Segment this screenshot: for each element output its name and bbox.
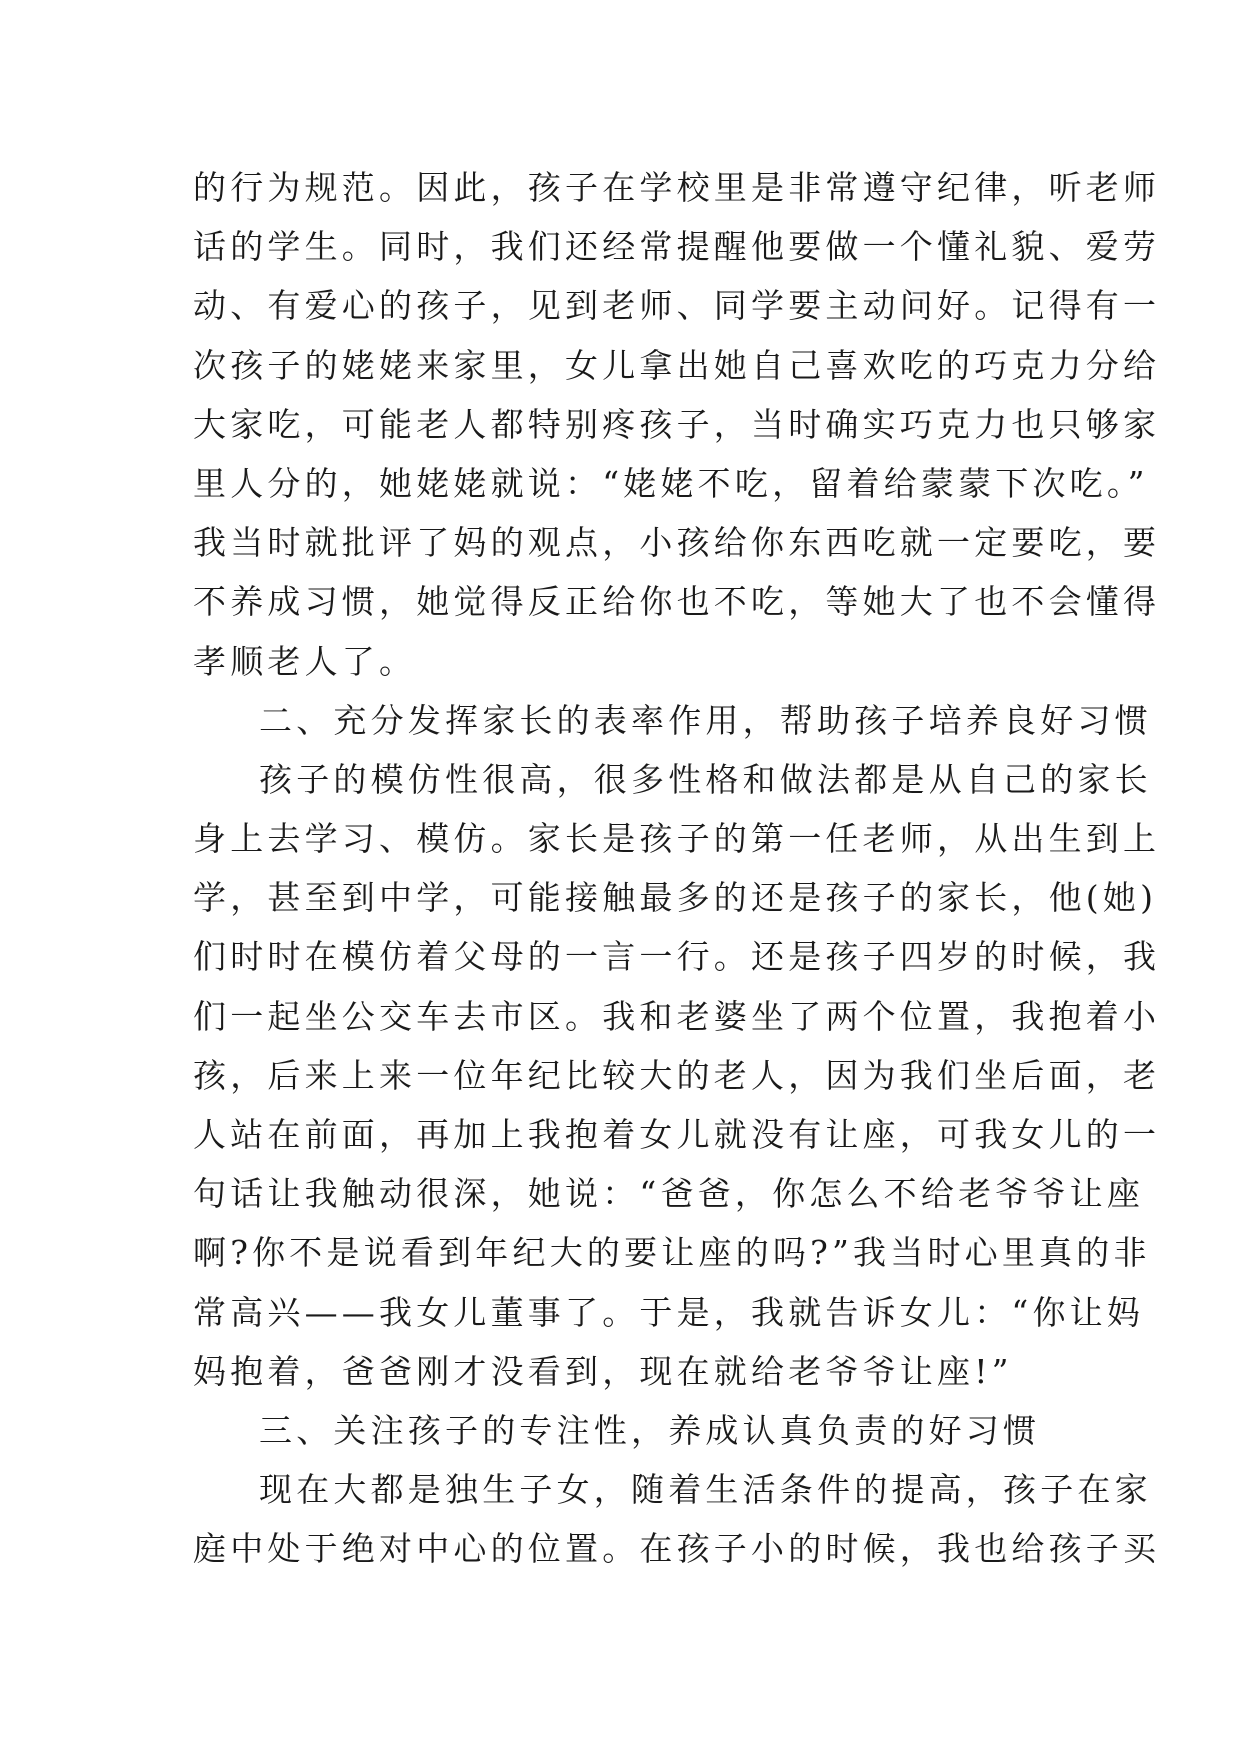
paragraph-line-indented: 三、关注孩子的专注性，养成认真负责的好习惯: [259, 1410, 1041, 1450]
paragraph-line: 孩，后来上来一位年纪比较大的老人，因为我们坐后面，老: [193, 1055, 1161, 1095]
paragraph-line: 常高兴——我女儿董事了。于是，我就告诉女儿：“你让妈: [193, 1292, 1145, 1332]
body-text: [193, 158, 1161, 1579]
paragraph-line: 人站在前面，再加上我抱着女儿就没有让座，可我女儿的一: [193, 1115, 1161, 1154]
paragraph-line: 次孩子的姥姥来家里，女儿拿出她自己喜欢吃的巧克力分给: [193, 345, 1161, 385]
paragraph-line: 不养成习惯，她觉得反正给你也不吃，等她大了也不会懂得: [193, 582, 1161, 622]
paragraph-line: 身上去学习、模仿。家长是孩子的第一任老师，从出生到上: [193, 819, 1161, 859]
paragraph-line: 里人分的，她姥姥就说：“姥姥不吃，留着给蒙蒙下次吃。”: [193, 463, 1149, 503]
paragraph-line: 我当时就批评了妈的观点，小孩给你东西吃就一定要吃，要: [193, 523, 1161, 563]
paragraph-line-indented: 二、充分发挥家长的表率作用，帮助孩子培养良好习惯: [259, 700, 1152, 740]
paragraph-line: 们一起坐公交车去市区。我和老婆坐了两个位置，我抱着小: [193, 996, 1161, 1036]
paragraph-line: 句话让我触动很深，她说：“爸爸，你怎么不给老爷爷让座: [193, 1174, 1145, 1214]
paragraph-line-indented: 孩子的模仿性很高，很多性格和做法都是从自己的家长: [259, 759, 1152, 799]
paragraph-line: 的行为规范。因此，孩子在学校里是非常遵守纪律，听老师: [193, 168, 1161, 207]
paragraph-line: 孝顺老人了。: [193, 641, 417, 681]
paragraph-line: 学，甚至到中学，可能接触最多的还是孩子的家长，他(她): [193, 878, 1158, 918]
paragraph-line-indented: 现在大都是独生子女，随着生活条件的提高，孩子在家: [259, 1470, 1152, 1510]
paragraph-line: 们时时在模仿着父母的一言一行。还是孩子四岁的时候，我: [193, 937, 1161, 977]
paragraph-line: 啊?你不是说看到年纪大的要让座的吗?”我当时心里真的非: [193, 1233, 1151, 1273]
paragraph-line: 话的学生。同时，我们还经常提醒他要做一个懂礼貌、爱劳: [193, 227, 1161, 267]
paragraph-line: 动、有爱心的孩子，见到老师、同学要主动问好。记得有一: [193, 286, 1161, 326]
paragraph-line: 妈抱着，爸爸刚才没看到，现在就给老爷爷让座!”: [193, 1351, 1013, 1391]
paragraph-line: 庭中处于绝对中心的位置。在孩子小的时候，我也给孩子买: [193, 1529, 1161, 1569]
paragraph-line: 大家吃，可能老人都特别疼孩子，当时确实巧克力也只够家: [193, 404, 1161, 444]
